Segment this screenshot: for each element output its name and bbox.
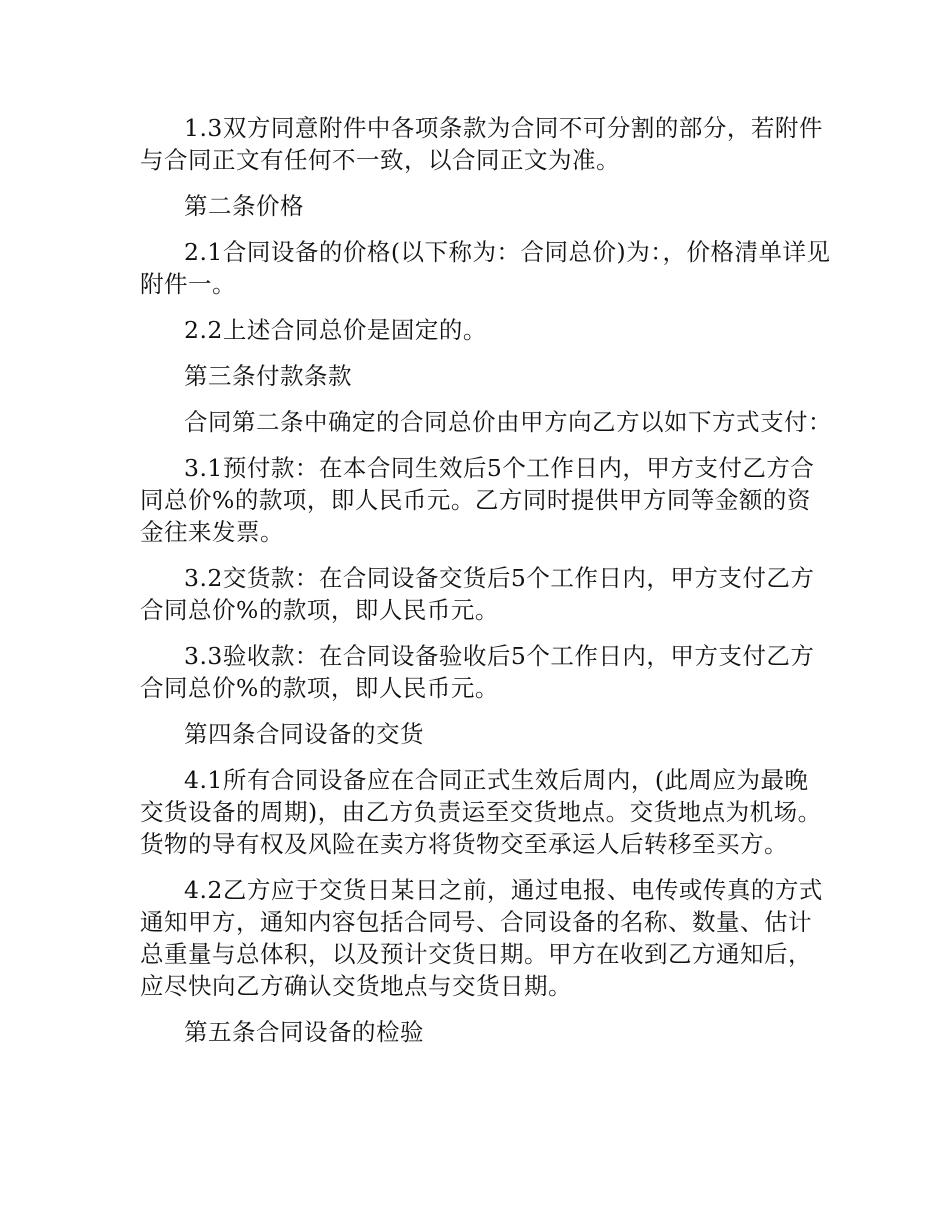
clause-2-2: 2.2上述合同总价是固定的。: [184, 316, 487, 344]
document-body: [140, 112, 832, 1062]
clause-3-3: 3.3验收款：在合同设备验收后5个工作日内，甲方支付乙方合同总价%的款项，即人民币元。: [140, 642, 815, 702]
clause-3-1: 3.1预付款：在本合同生效后5个工作日内，甲方支付乙方合同总价%的款项，即人民币元。乙方同时提供甲方同等金额的资金往来发票。: [140, 454, 815, 546]
clause-3-2: 3.2交货款：在合同设备交货后5个工作日内，甲方支付乙方合同总价%的款项，即人民币元。: [140, 564, 815, 624]
article-5-heading: 第五条合同设备的检验: [184, 1018, 424, 1046]
article-2-heading: 第二条价格: [184, 192, 304, 220]
clause-4-1: 4.1所有合同设备应在合同正式生效后周内，(此周应为最晚交货设备的周期)，由乙方负责运至交货地点。交货地点为机场。货物的导有权及风险在卖方将货物交至承运人后转移至买方。: [140, 766, 822, 858]
article-3-intro: 合同第二条中确定的合同总价由甲方向乙方以如下方式支付：: [184, 408, 832, 436]
clause-1-3: 1.3双方同意附件中各项条款为合同不可分割的部分，若附件与合同正文有任何不一致，以合同正文为准。: [140, 114, 823, 174]
article-4-heading: 第四条合同设备的交货: [184, 720, 424, 748]
clause-4-2: 4.2乙方应于交货日某日之前，通过电报、电传或传真的方式通知甲方，通知内容包括合同号、合同设备的名称、数量、估计总重量与总体积，以及预计交货日期。甲方在收到乙方通知后，应尽快向乙方确认交货地点与交货日期。: [140, 876, 823, 1000]
clause-2-1: 2.1合同设备的价格(以下称为：合同总价)为：，价格清单详见附件一。: [140, 238, 831, 298]
article-3-heading: 第三条付款条款: [184, 362, 352, 390]
